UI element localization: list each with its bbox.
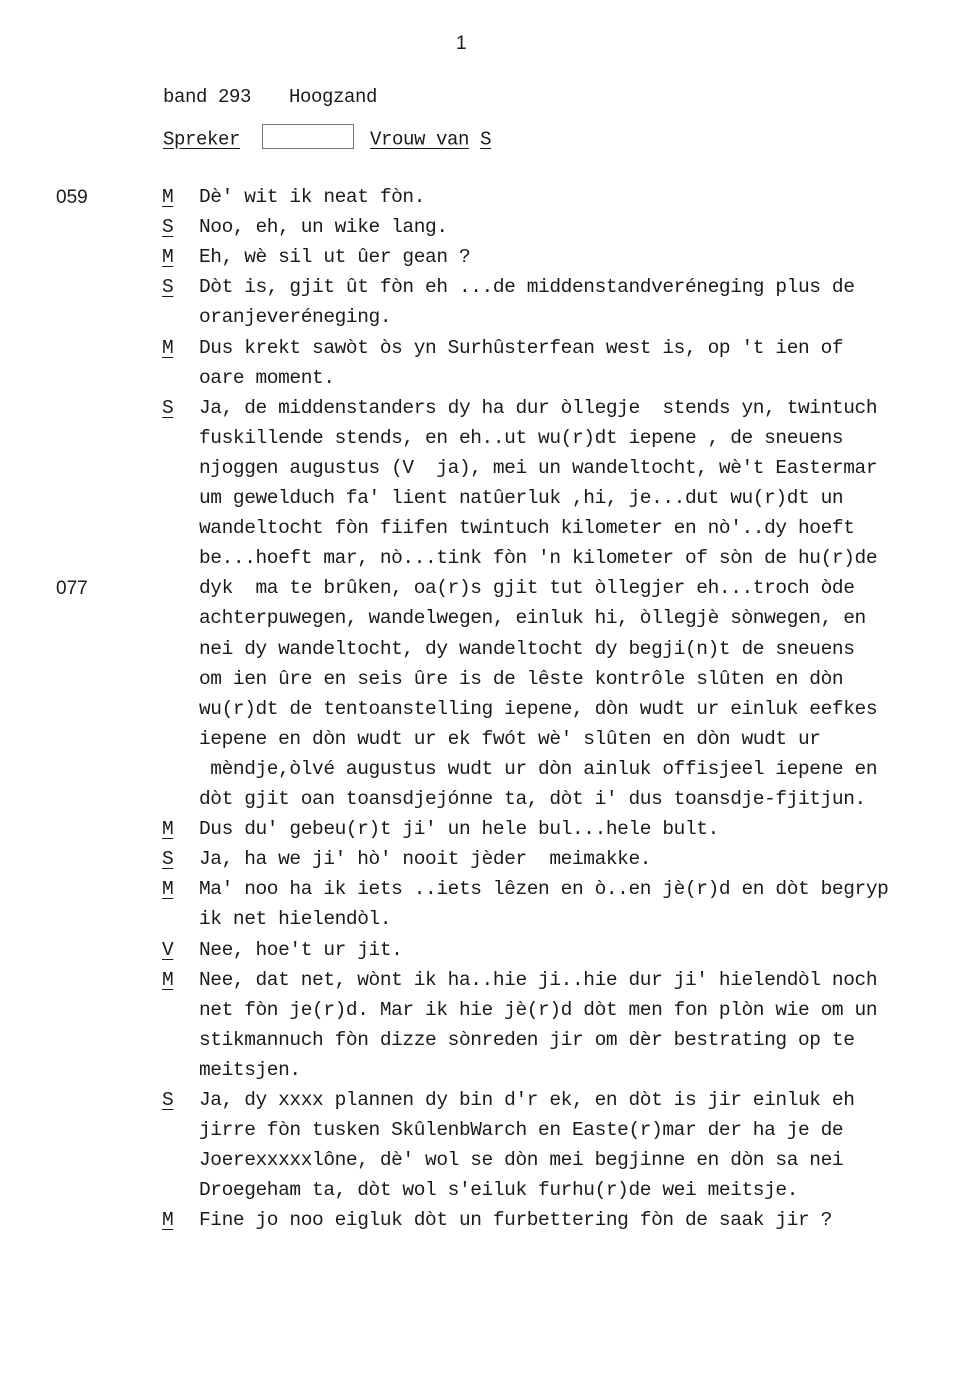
transcript-line: om ien ûre en seis ûre is de lêste kontrôle slûten en dòn [199,668,844,690]
transcript-line: oranjeveréneging. [199,306,392,328]
transcript-line: be...hoeft mar, nò...tink fòn 'n kilometer of sòn de hu(r)de [199,547,878,569]
transcript-line: net fòn je(r)d. Mar ik hie jè(r)d dòt men fon plòn wie om un [199,999,878,1021]
transcript-line: Dus krekt sawòt òs yn Surhûsterfean west is, op 't ien of [199,337,844,359]
transcript-line: mèndje,òlvé augustus wudt ur dòn ainluk offisjeel iepene en [199,758,878,780]
transcript-line: Dòt is, gjit ût fòn eh ...de middenstandveréneging plus de [199,276,855,298]
transcript-line: dòt gjit oan toansdjejónne ta, dòt i' dus toansdje-fjitjun. [199,788,866,810]
place-name: Hoogzand [289,86,378,108]
speaker-desc-ref: S [480,128,492,151]
speaker-marker: M [162,969,174,991]
speaker-marker: M [162,818,174,840]
speaker-marker: M [162,337,174,359]
transcript-line: meitsjen. [199,1059,301,1081]
transcript-line: Joerexxxxxlône, dè' wol se dòn mei begjinne en dòn sa nei [199,1149,844,1171]
speaker-marker: S [162,397,174,419]
transcript-line: njoggen augustus (V ja), mei un wandeltocht, wè't Eastermar [199,457,878,479]
transcript-line: Ma' noo ha ik iets ..iets lêzen en ò..en jè(r)d en dòt begryp [199,878,889,900]
speaker-marker: S [162,216,174,238]
transcript-line: jirre fòn tusken SkûlenbWarch en Easte(r)mar der ha je de [199,1119,844,1141]
transcript-line: stikmannuch fòn dizze sònreden jir om dèr bestrating op te [199,1029,855,1051]
speaker-marker: S [162,848,174,870]
transcript-line: wu(r)dt de tentoanstelling iepene, dòn wudt ur einluk eefkes [199,698,878,720]
transcript-line: Fine jo noo eigluk dòt un furbettering fòn de saak jir ? [199,1209,832,1231]
transcript-line: Noo, eh, un wike lang. [199,216,448,238]
tape-label: band 293 [163,86,252,108]
transcript-line: dyk ma te brûken, oa(r)s gjit tut òllegjer eh...troch òde [199,577,855,599]
transcript-line: Dus du' gebeu(r)t ji' un hele bul...hele bult. [199,818,719,840]
speaker-marker: M [162,186,174,208]
transcript-line: Ja, de middenstanders dy ha dur òllegje stends yn, twintuch [199,397,878,419]
page-number: 1 [456,33,467,54]
transcript-line: fuskillende stends, en eh..ut wu(r)dt iepene , de sneuens [199,427,844,449]
transcript-line: Eh, wè sil ut ûer gean ? [199,246,471,268]
transcript-line: Ja, ha we ji' hò' nooit jèder meimakke. [199,848,652,870]
transcript-line: Ja, dy xxxx plannen dy bin d'r ek, en dòt is jir einluk eh [199,1089,855,1111]
transcript-line: oare moment. [199,367,335,389]
transcript-line: Dè' wit ik neat fòn. [199,186,426,208]
speaker-marker: S [162,276,174,298]
speaker-marker: S [162,1089,174,1111]
transcript-line: iepene en dòn wudt ur ek fwót wè' slûten en dòn wudt ur [199,728,821,750]
transcript-line: nei dy wandeltocht, dy wandeltocht dy begji(n)t de sneuens [199,638,855,660]
transcript-line: achterpuwegen, wandelwegen, einluk hi, òllegjè sònwegen, en [199,607,866,629]
transcript-line: wandeltocht fòn fiifen twintuch kilometer en nò'..dy hoeft [199,517,855,539]
speaker-header [163,127,491,152]
speaker-marker: M [162,878,174,900]
speaker-marker: M [162,246,174,268]
tape-header [163,86,377,108]
transcript-line: ik net hielendòl. [199,908,392,930]
speaker-marker: V [162,939,174,961]
speaker-label: Spreker [163,128,241,151]
redacted-name-box [262,124,354,149]
tape-counter: 059 [56,187,88,208]
speaker-marker: M [162,1209,174,1231]
transcript-line: Nee, dat net, wònt ik ha..hie ji..hie dur ji' hielendòl noch [199,969,878,991]
transcript-line: um gewelduch fa' lient natûerluk ,hi, je...dut wu(r)dt un [199,487,844,509]
transcript-line: Droegeham ta, dòt wol s'eiluk furhu(r)de wei meitsje. [199,1179,799,1201]
speaker-desc-prefix: Vrouw van [370,128,470,151]
transcript-line: Nee, hoe't ur jit. [199,939,403,961]
tape-counter: 077 [56,578,88,599]
